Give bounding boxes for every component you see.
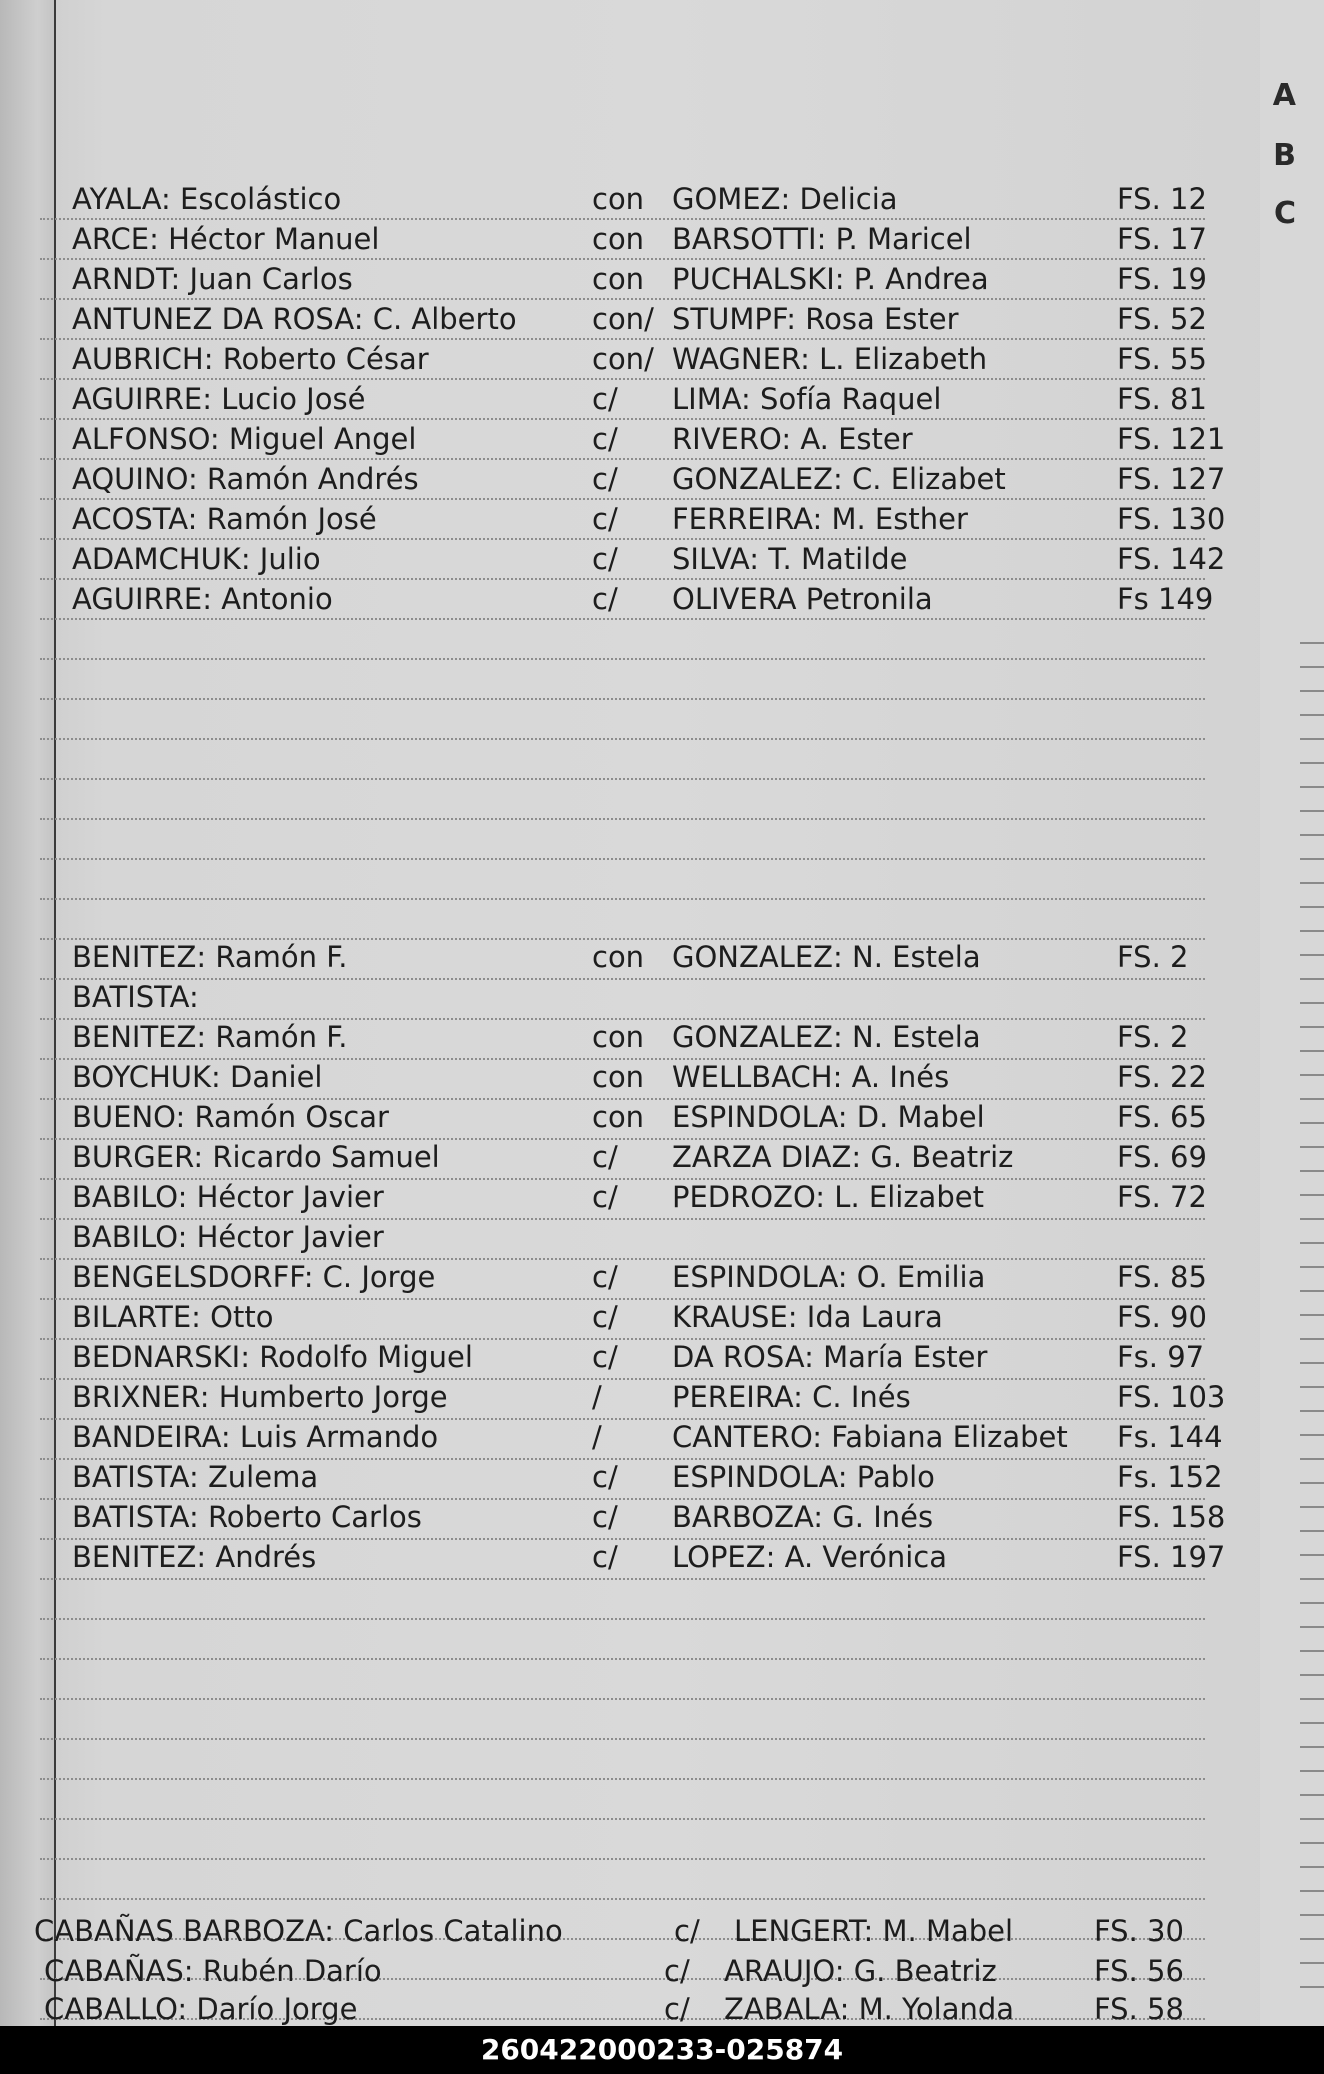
- entry-row: [72, 940, 1252, 976]
- groom-name: AGUIRRE: Antonio: [72, 582, 333, 616]
- bride-name: LOPEZ: A. Verónica: [672, 1540, 947, 1574]
- ruled-line: [40, 338, 1205, 340]
- bride-name: ESPINDOLA: D. Mabel: [672, 1100, 985, 1134]
- bride-name: SILVA: T. Matilde: [672, 542, 908, 576]
- bride-name: GONZALEZ: N. Estela: [672, 1020, 981, 1054]
- entry-row: [72, 382, 1252, 418]
- folio-number: FS. 12: [1117, 182, 1207, 216]
- groom-name: ALFONSO: Miguel Angel: [72, 422, 417, 456]
- entry-row: [72, 1340, 1252, 1376]
- groom-name: BENITEZ: Ramón F.: [72, 940, 348, 974]
- union-marker: c/: [592, 422, 618, 456]
- groom-name: BEDNARSKI: Rodolfo Miguel: [72, 1340, 473, 1374]
- entry-row: [72, 422, 1252, 458]
- folio-number: FS. 30: [1094, 1914, 1184, 1948]
- document-id-bar: [0, 2026, 1324, 2074]
- ruled-line: [40, 378, 1205, 380]
- union-marker: con: [592, 1060, 645, 1094]
- union-marker: con: [592, 222, 645, 256]
- entry-row: [72, 462, 1252, 498]
- groom-name: BURGER: Ricardo Samuel: [72, 1140, 440, 1174]
- bride-name: ZABALA: M. Yolanda: [724, 1992, 1015, 2026]
- union-marker: con: [592, 262, 645, 296]
- groom-name: ARCE: Héctor Manuel: [72, 222, 380, 256]
- union-marker: c/: [592, 502, 618, 536]
- folio-number: FS. 52: [1117, 302, 1207, 336]
- groom-name: CABALLO: Darío Jorge: [44, 1992, 358, 2026]
- ruled-line: [40, 778, 1205, 780]
- folio-number: FS. 19: [1117, 262, 1207, 296]
- groom-name: BANDEIRA: Luis Armando: [72, 1420, 439, 1454]
- groom-name: BABILO: Héctor Javier: [72, 1220, 384, 1254]
- entry-row: [72, 1100, 1252, 1136]
- bride-name: DA ROSA: María Ester: [672, 1340, 988, 1374]
- folio-number: FS. 81: [1117, 382, 1207, 416]
- ruled-line: [40, 418, 1205, 420]
- binding-margin: [0, 0, 56, 2026]
- entry-row: [72, 1260, 1252, 1296]
- folio-number: FS. 85: [1117, 1260, 1207, 1294]
- ruled-line: [40, 898, 1205, 900]
- entry-row: [72, 1540, 1252, 1576]
- folio-number: FS. 121: [1117, 422, 1226, 456]
- folio-number: FS. 158: [1117, 1500, 1226, 1534]
- entry-row: [72, 262, 1252, 298]
- entry-row: [72, 302, 1252, 338]
- bride-name: GONZALEZ: N. Estela: [672, 940, 981, 974]
- folio-number: FS. 55: [1117, 342, 1207, 376]
- bride-name: PEDROZO: L. Elizabet: [672, 1180, 984, 1214]
- groom-name: ADAMCHUK: Julio: [72, 542, 321, 576]
- groom-name: BATISTA: Zulema: [72, 1460, 319, 1494]
- ruled-line: [40, 1818, 1205, 1820]
- ruled-line: [40, 1578, 1205, 1580]
- folio-number: FS. 103: [1117, 1380, 1226, 1414]
- union-marker: c/: [664, 1992, 690, 2026]
- bride-name: LIMA: Sofía Raquel: [672, 382, 942, 416]
- index-tab-b: B: [1273, 138, 1296, 173]
- bride-name: WELLBACH: A. Inés: [672, 1060, 950, 1094]
- union-marker: con: [592, 940, 645, 974]
- groom-name: BOYCHUK: Daniel: [72, 1060, 323, 1094]
- ruled-line: [40, 538, 1205, 540]
- bride-name: BARSOTTI: P. Maricel: [672, 222, 972, 256]
- entry-row: [72, 1460, 1252, 1496]
- entry-row: [72, 502, 1252, 538]
- groom-name: CABAÑAS: Rubén Darío: [44, 1954, 382, 1988]
- union-marker: c/: [592, 542, 618, 576]
- folio-number: FS. 197: [1117, 1540, 1226, 1574]
- ruled-line: [40, 1698, 1205, 1700]
- entry-row: [44, 1992, 1224, 2026]
- union-marker: con/: [592, 302, 654, 336]
- entry-row: [72, 1500, 1252, 1536]
- index-tab-a: A: [1272, 78, 1296, 113]
- bride-name: WAGNER: L. Elizabeth: [672, 342, 988, 376]
- folio-number: Fs 149: [1117, 582, 1214, 616]
- entry-row: [44, 1954, 1224, 1990]
- groom-name: BATISTA:: [72, 980, 199, 1014]
- folio-number: FS. 2: [1117, 940, 1189, 974]
- union-marker: c/: [592, 582, 618, 616]
- bride-name: FERREIRA: M. Esther: [672, 502, 968, 536]
- groom-name: CABAÑAS BARBOZA: Carlos Catalino: [34, 1914, 563, 1948]
- union-marker: con: [592, 1100, 645, 1134]
- ruled-line: [40, 1658, 1205, 1660]
- ruled-line: [40, 258, 1205, 260]
- entry-row: [72, 1300, 1252, 1336]
- bride-name: BARBOZA: G. Inés: [672, 1500, 934, 1534]
- bride-name: ESPINDOLA: O. Emilia: [672, 1260, 986, 1294]
- bride-name: LENGERT: M. Mabel: [734, 1914, 1014, 1948]
- groom-name: ACOSTA: Ramón José: [72, 502, 377, 536]
- union-marker: /: [592, 1420, 602, 1454]
- folio-number: FS. 56: [1094, 1954, 1184, 1988]
- folio-number: Fs. 97: [1117, 1340, 1205, 1374]
- folio-number: FS. 17: [1117, 222, 1207, 256]
- union-marker: c/: [592, 1500, 618, 1534]
- union-marker: c/: [592, 1460, 618, 1494]
- bride-name: PUCHALSKI: P. Andrea: [672, 262, 989, 296]
- folio-number: FS. 2: [1117, 1020, 1189, 1054]
- ruled-line: [40, 618, 1205, 620]
- folio-number: FS. 65: [1117, 1100, 1207, 1134]
- ruled-line: [40, 738, 1205, 740]
- folio-number: FS. 90: [1117, 1300, 1207, 1334]
- folio-number: FS. 130: [1117, 502, 1226, 536]
- union-marker: c/: [592, 462, 618, 496]
- union-marker: c/: [592, 1540, 618, 1574]
- folio-number: FS. 127: [1117, 462, 1226, 496]
- entry-row: [72, 1380, 1252, 1416]
- groom-name: AGUIRRE: Lucio José: [72, 382, 366, 416]
- folio-number: FS. 22: [1117, 1060, 1207, 1094]
- page-edge-markers: [1300, 620, 1324, 2010]
- union-marker: c/: [592, 1180, 618, 1214]
- ruled-line: [40, 298, 1205, 300]
- entry-row: [72, 980, 1252, 1016]
- ruled-line: [40, 658, 1205, 660]
- bride-name: RIVERO: A. Ester: [672, 422, 913, 456]
- folio-number: Fs. 144: [1117, 1420, 1223, 1454]
- ruled-line: [40, 1898, 1205, 1900]
- groom-name: ARNDT: Juan Carlos: [72, 262, 353, 296]
- folio-number: Fs. 152: [1117, 1460, 1223, 1494]
- folio-number: FS. 142: [1117, 542, 1226, 576]
- groom-name: ANTUNEZ DA ROSA: C. Alberto: [72, 302, 517, 336]
- bride-name: STUMPF: Rosa Ester: [672, 302, 959, 336]
- groom-name: AUBRICH: Roberto César: [72, 342, 429, 376]
- ruled-line: [40, 1738, 1205, 1740]
- entry-row: [72, 222, 1252, 258]
- entry-row: [72, 1140, 1252, 1176]
- union-marker: c/: [664, 1954, 690, 1988]
- groom-name: AQUINO: Ramón Andrés: [72, 462, 419, 496]
- groom-name: BENITEZ: Ramón F.: [72, 1020, 348, 1054]
- ruled-line: [40, 578, 1205, 580]
- union-marker: c/: [592, 382, 618, 416]
- bride-name: ARAUJO: G. Beatriz: [724, 1954, 997, 1988]
- union-marker: con: [592, 1020, 645, 1054]
- groom-name: AYALA: Escolástico: [72, 182, 342, 216]
- entry-row: [72, 1180, 1252, 1216]
- entry-row: [34, 1914, 1214, 1950]
- ruled-line: [40, 698, 1205, 700]
- bride-name: OLIVERA Petronila: [672, 582, 933, 616]
- groom-name: BRIXNER: Humberto Jorge: [72, 1380, 448, 1414]
- ruled-line: [40, 1618, 1205, 1620]
- ruled-line: [40, 498, 1205, 500]
- entry-row: [72, 582, 1252, 618]
- groom-name: BUENO: Ramón Oscar: [72, 1100, 389, 1134]
- entry-row: [72, 182, 1252, 218]
- folio-number: FS. 69: [1117, 1140, 1207, 1174]
- union-marker: c/: [592, 1300, 618, 1334]
- entry-row: [72, 342, 1252, 378]
- bride-name: GONZALEZ: C. Elizabet: [672, 462, 1006, 496]
- groom-name: BABILO: Héctor Javier: [72, 1180, 384, 1214]
- union-marker: c/: [592, 1140, 618, 1174]
- union-marker: c/: [674, 1914, 700, 1948]
- groom-name: BATISTA: Roberto Carlos: [72, 1500, 422, 1534]
- folio-number: FS. 72: [1117, 1180, 1207, 1214]
- folio-number: FS. 58: [1094, 1992, 1184, 2026]
- groom-name: BILARTE: Otto: [72, 1300, 274, 1334]
- bride-name: GOMEZ: Delicia: [672, 182, 898, 216]
- ruled-line: [40, 1778, 1205, 1780]
- ruled-line: [40, 818, 1205, 820]
- bride-name: ESPINDOLA: Pablo: [672, 1460, 935, 1494]
- union-marker: /: [592, 1380, 602, 1414]
- groom-name: BENGELSDORFF: C. Jorge: [72, 1260, 436, 1294]
- entry-row: [72, 542, 1252, 578]
- union-marker: c/: [592, 1260, 618, 1294]
- bride-name: ZARZA DIAZ: G. Beatriz: [672, 1140, 1014, 1174]
- index-tab-c: C: [1273, 196, 1296, 231]
- entry-row: [72, 1420, 1252, 1456]
- bride-name: PEREIRA: C. Inés: [672, 1380, 911, 1414]
- union-marker: con: [592, 182, 645, 216]
- document-id: 260422000233-025874: [480, 2033, 844, 2066]
- bride-name: CANTERO: Fabiana Elizabet: [672, 1420, 1068, 1454]
- entry-row: [72, 1060, 1252, 1096]
- groom-name: BENITEZ: Andrés: [72, 1540, 317, 1574]
- entry-row: [72, 1020, 1252, 1056]
- entry-row: [72, 1220, 1252, 1256]
- bride-name: KRAUSE: Ida Laura: [672, 1300, 943, 1334]
- ruled-line: [40, 218, 1205, 220]
- ruled-line: [40, 1858, 1205, 1860]
- ruled-line: [40, 458, 1205, 460]
- union-marker: c/: [592, 1340, 618, 1374]
- union-marker: con/: [592, 342, 654, 376]
- ruled-line: [40, 858, 1205, 860]
